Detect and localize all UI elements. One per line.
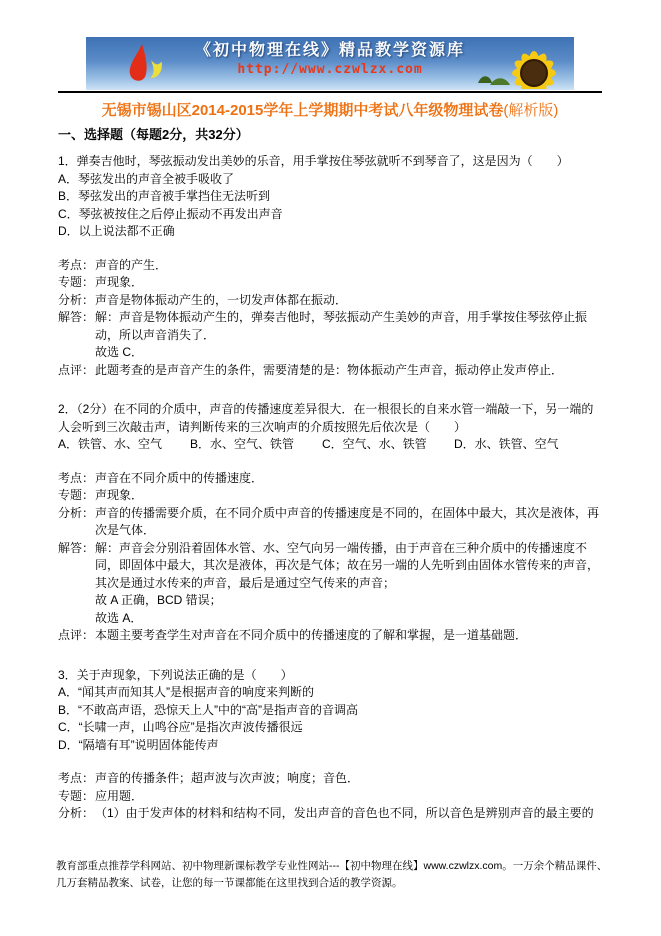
question-2-analysis [58,470,602,645]
analysis-text: 解：声音是物体振动产生的，弹奏吉他时，琴弦振动产生美妙的声音，用手掌按住琴弦停止振动，所以声音消失了． 故选 C． [95,310,588,359]
footer-line-2: 几万套精品教案、试卷，让您的每一节课都能在这里找到合适的教学资源。 [56,877,403,889]
option-a: A．“闻其声而知其人”是根据声音的响度来判断的 [58,685,314,699]
question-3-analysis [58,770,602,823]
analysis-label: 解答： [58,310,95,324]
analysis-row-kaodian [58,257,602,275]
banner-image [86,37,574,90]
question-2 [58,401,602,645]
option-d: D．以上说法都不正确 [58,224,175,238]
question-3-stem: 3．关于声现象，下列说法正确的是（ ） [58,667,293,682]
option-a: A．琴弦发出的声音全被手吸收了 [58,171,235,186]
analysis-text: 声音的传播需要介质，在不同介质中声音的传播速度是不同的，在固体中最大，其次是液体，再次是气体． [95,505,600,537]
sunflower-icon [472,37,572,90]
analysis-row-zhuanti [58,788,602,806]
option-a: A．铁管、水、空气 [58,437,163,451]
analysis-text: 声现象． [95,275,144,289]
analysis-text: （1）由于发声体的材料和结构不同，发出声音的音色也不同，所以音色是辨别声音的最主要的 [95,806,594,820]
analysis-label: 点评： [58,628,95,642]
analysis-row-jieda [58,309,602,362]
option-c: C．“长啸一声，山鸣谷应”是指次声波传播很远 [58,720,303,734]
question-2-options [58,436,602,454]
analysis-label: 专题： [58,788,95,803]
analysis-text: 声现象． [95,488,144,502]
option-b: B．琴弦发出的声音被手掌挡住无法听到 [58,189,271,203]
analysis-row-kaodian [58,770,602,788]
analysis-label: 分析： [58,806,95,820]
question-1 [58,153,602,379]
document-content [58,37,602,823]
option-b: B．“不敢高声语，恐惊天上人”中的“高”是指声音的音调高 [58,702,358,717]
analysis-label: 考点： [58,771,95,785]
analysis-text: 声音在不同介质中的传播速度． [95,470,264,485]
analysis-row-jieda [58,540,602,628]
analysis-text: 声音是物体振动产生的，一切发声体都在振动． [95,292,348,307]
analysis-label: 分析： [58,292,95,307]
page-title-suffix: (解析版) [503,102,559,119]
analysis-text: 解：声音会分别沿着固体水管、水、空气向另一端传播，由于声音在三种介质中的传播速度不同，即固体中最大，其次是液体，再次是气体；故在另一端的人先听到由固体水管传来的声音，其次是通过水传来的声音，最后是通过空气传来的声音； 故 A 正确，BCD 错误； 故选 A． [95,540,600,625]
question-1-options [58,171,602,241]
analysis-row-dianping [58,362,602,380]
question-3-options [58,684,602,754]
analysis-row-fenxi [58,805,602,823]
page-footer [56,858,612,892]
question-1-stem: 1．弹奏吉他时，琴弦振动发出美妙的乐音，用手掌按住琴弦就听不到琴音了，这是因为（ ） [58,154,569,168]
analysis-label: 点评： [58,362,95,377]
analysis-text: 应用题． [95,788,144,803]
analysis-text: 此题考查的是声音产生的条件，需要清楚的是：物体振动产生声音，振动停止发声停止． [95,362,564,377]
analysis-row-zhuanti [58,274,602,292]
analysis-label: 考点： [58,470,95,485]
option-c: C．琴弦被按住之后停止振动不再发出声音 [58,206,283,221]
analysis-text: 声音的产生． [95,257,168,272]
analysis-label: 专题： [58,275,95,289]
analysis-row-kaodian [58,470,602,488]
analysis-label: 考点： [58,257,95,272]
analysis-text: 本题主要考查学生对声音在不同介质中的传播速度的了解和掌握，是一道基础题． [95,628,528,642]
site-url: http://www.czwlzx.com [237,62,423,77]
question-1-analysis [58,257,602,380]
site-title: 《初中物理在线》精品教学资源库 [194,42,465,59]
option-d: D．“隔墙有耳”说明固体能传声 [58,737,219,752]
question-3 [58,667,602,823]
section-heading: 一、选择题（每题2分，共32分） [58,127,249,142]
question-2-stem: 2．（2分）在不同的介质中，声音的传播速度差异很大．在一根很长的自来水管一端敲一下，另一端的人会听到三次敲击声，请判断传来的三次响声的介质按照先后依次是（ ） [58,402,594,434]
analysis-text: 声音的传播条件；超声波与次声波；响度；音色． [95,771,360,785]
analysis-label: 解答： [58,540,95,555]
page-title-main: 无锡市锡山区2014-2015学年上学期期中考试八年级物理试卷 [101,102,504,119]
header-divider [58,91,602,93]
analysis-row-fenxi [58,292,602,310]
option-c: C．空气、水、铁管 [322,437,427,451]
analysis-row-fenxi [58,505,602,540]
analysis-label: 分析： [58,505,95,520]
analysis-row-dianping [58,627,602,645]
option-b: B．水、空气、铁管 [190,437,295,451]
footer-line-1: 教育部重点推荐学科网站、初中物理新课标教学专业性网站---【初中物理在线】www.czwlzx.com。一万余个精品课件、 [56,860,608,872]
option-d: D．水、铁管、空气 [454,437,559,451]
analysis-label: 专题： [58,488,95,502]
page-title [58,100,602,121]
analysis-row-zhuanti [58,487,602,505]
